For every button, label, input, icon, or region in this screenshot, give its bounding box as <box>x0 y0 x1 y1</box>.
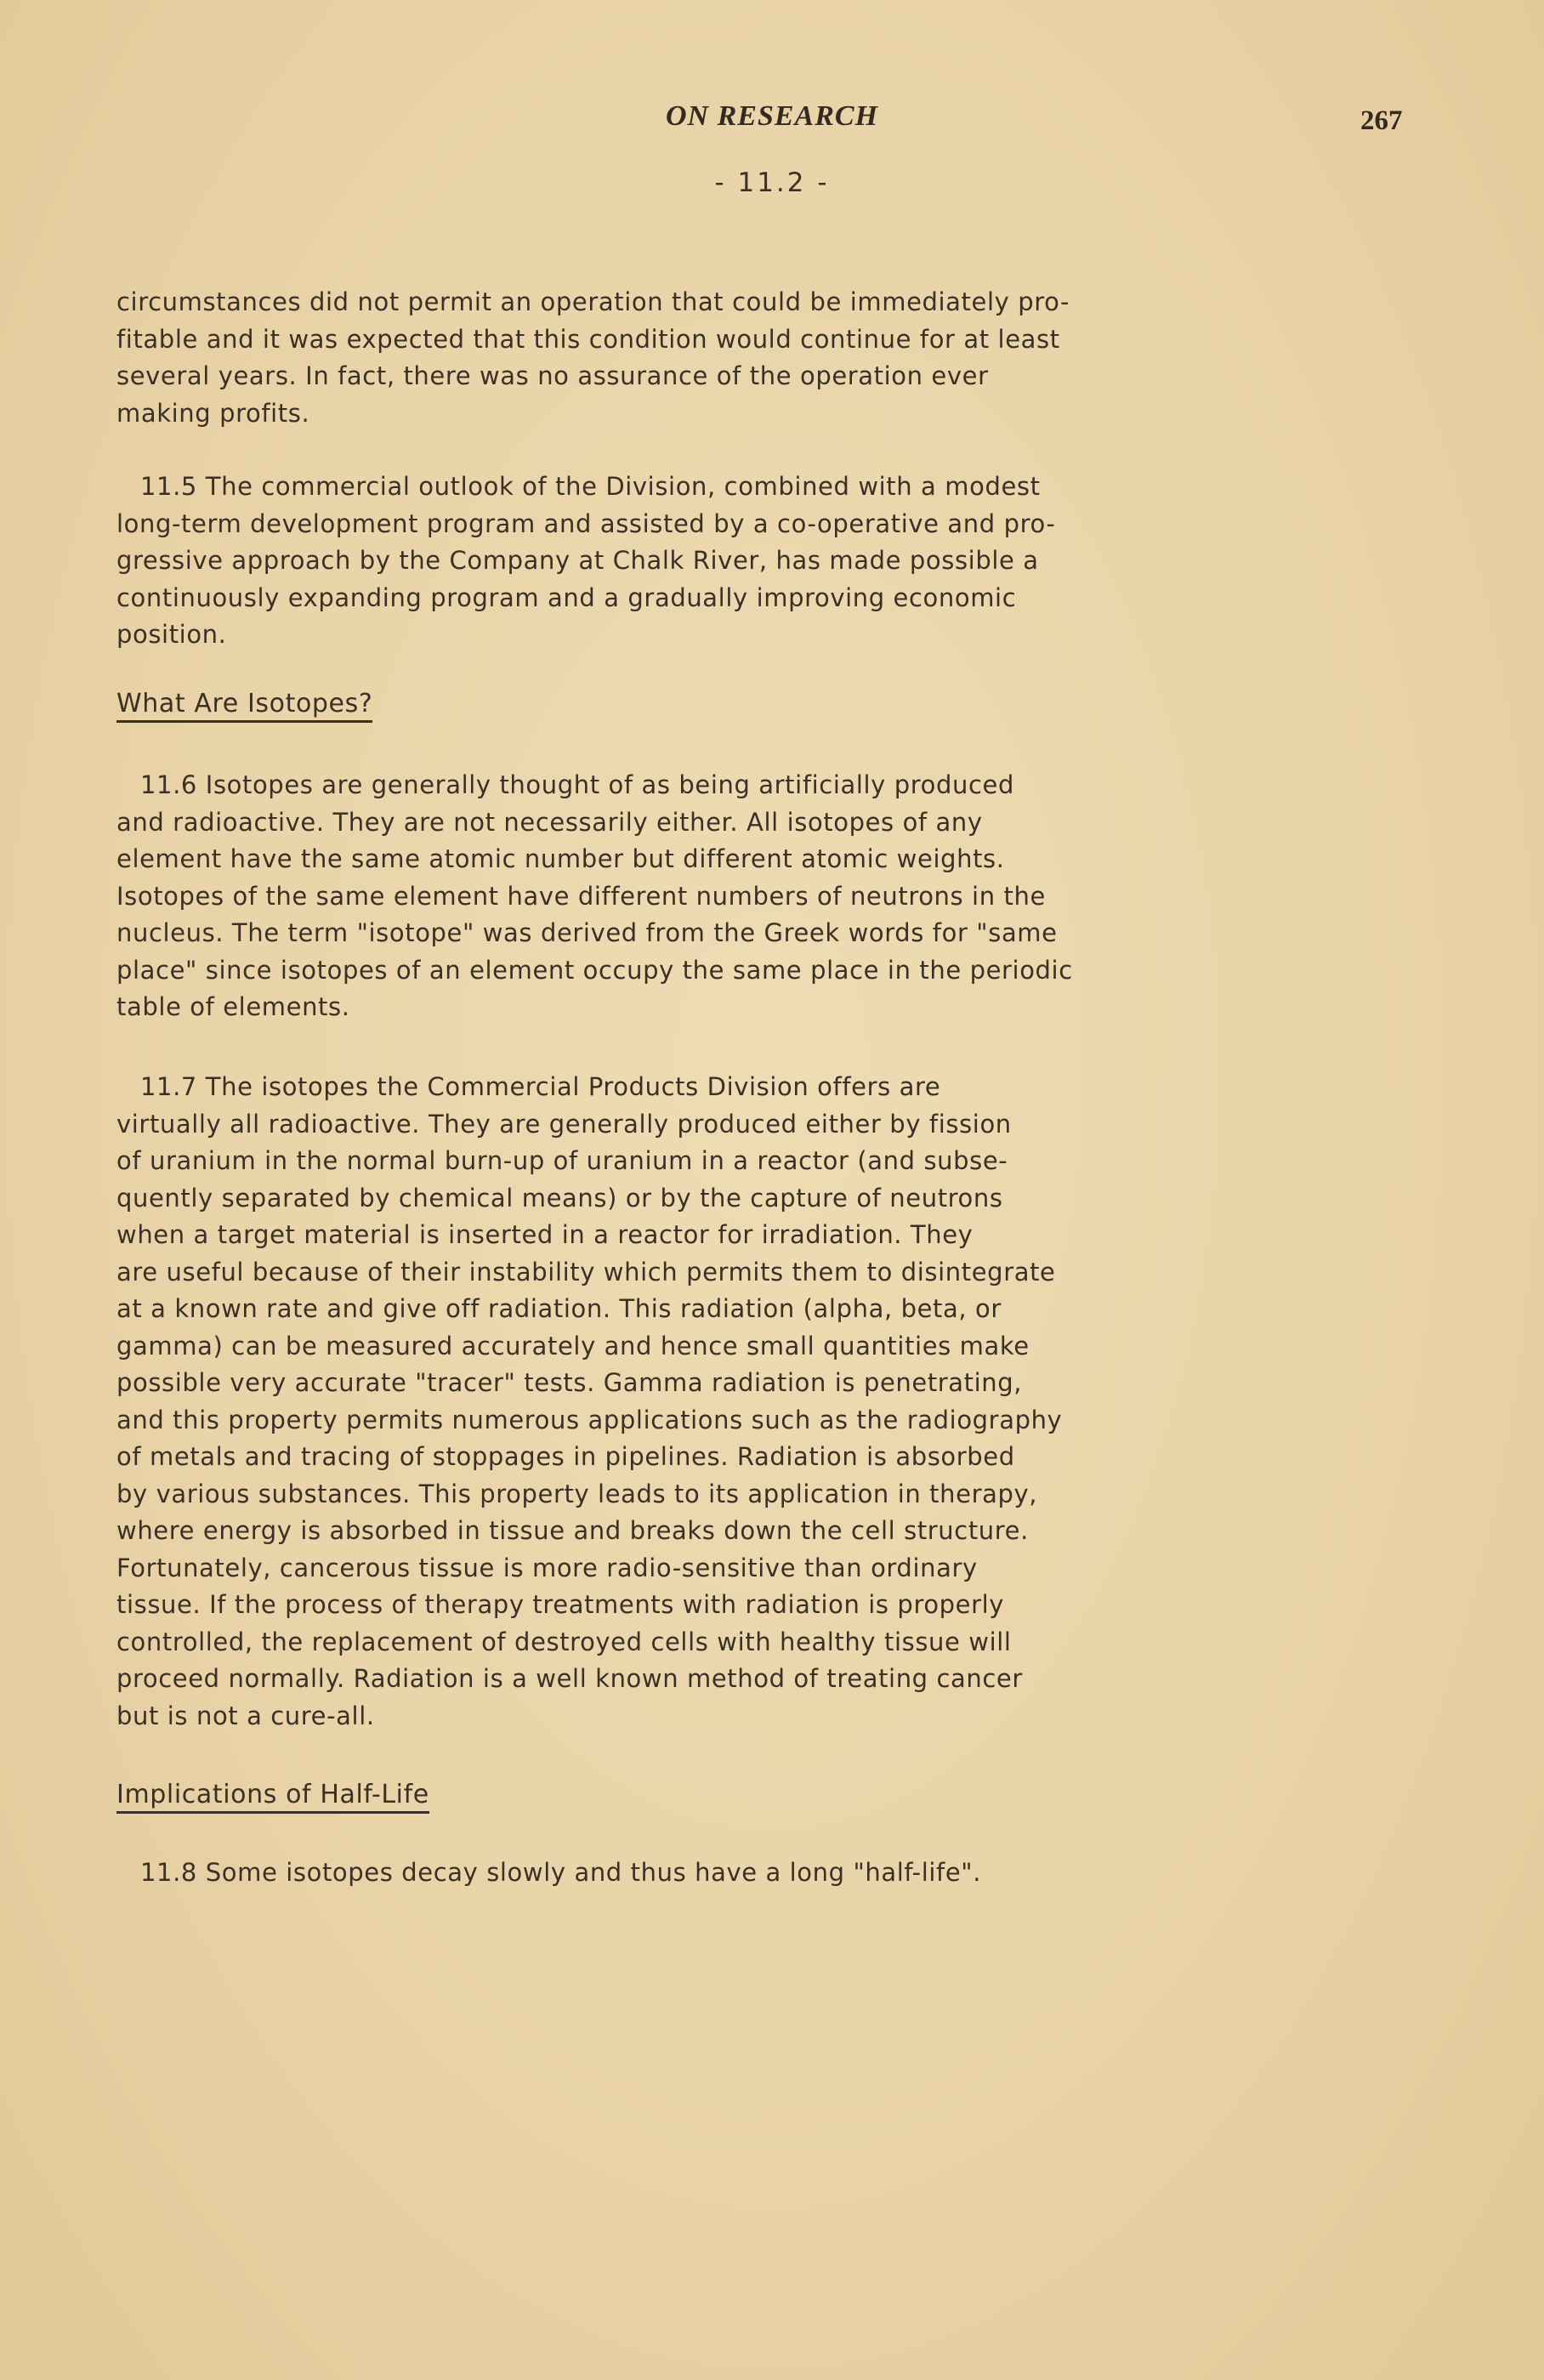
text-line: nucleus. The term "isotope" was derived from the Greek words for "same <box>116 918 1058 947</box>
text-line: quently separated by chemical means) or by the capture of neutrons <box>116 1183 1003 1213</box>
text-line: and this property permits numerous applications such as the radiography <box>116 1405 1063 1434</box>
text-line: of uranium in the normal burn-up of uranium in a reactor (and subse- <box>116 1146 1008 1175</box>
text-line: circumstances did not permit an operation that could be immediately pro- <box>116 287 1070 316</box>
text-line: 11.7 The isotopes the Commercial Products Division offers are <box>140 1072 941 1101</box>
text-line: position. <box>116 620 227 649</box>
text-line: making profits. <box>116 398 310 428</box>
text-line: 11.8 Some isotopes decay slowly and thus have a long "half-life". <box>140 1858 982 1887</box>
text-line: 11.5 The commercial outlook of the Division, combined with a modest <box>140 472 1041 501</box>
text-line: tissue. If the process of therapy treatments with radiation is properly <box>116 1590 1005 1619</box>
text-line: by various substances. This property leads to its application in therapy, <box>116 1479 1038 1508</box>
text-line: fitable and it was expected that this condition would continue for at least <box>116 324 1060 354</box>
text-line: continuously expanding program and a gradually improving economic <box>116 582 1017 612</box>
text-line: and radioactive. They are not necessarily either. All isotopes of any <box>116 807 983 837</box>
section-heading-isotopes: What Are Isotopes? <box>116 689 372 723</box>
text-line: proceed normally. Radiation is a well known method of treating cancer <box>116 1664 1023 1693</box>
paragraph-continuation <box>116 284 1358 432</box>
text-line: 11.6 Isotopes are generally thought of as being artificially produced <box>140 770 1014 799</box>
text-line: Isotopes of the same element have different numbers of neutrons in the <box>116 881 1046 911</box>
section-heading-half-life: Implications of Half-Life <box>116 1780 429 1814</box>
text-line: long-term development program and assisted by a co-operative and pro- <box>116 508 1056 538</box>
text-line: several years. In fact, there was no assurance of the operation ever <box>116 361 989 390</box>
text-line: but is not a cure-all. <box>116 1701 375 1730</box>
text-line: where energy is absorbed in tissue and breaks down the cell structure. <box>116 1516 1029 1545</box>
text-line: are useful because of their instability which permits them to disintegrate <box>116 1257 1056 1287</box>
text-line: virtually all radioactive. They are generally produced either by fission <box>116 1109 1012 1139</box>
text-line: place" since isotopes of an element occupy the same place in the periodic <box>116 955 1073 985</box>
paragraph-11-7 <box>116 1069 1358 1735</box>
text-line: Fortunately, cancerous tissue is more radio-sensitive than ordinary <box>116 1553 978 1582</box>
text-line: of metals and tracing of stoppages in pipelines. Radiation is absorbed <box>116 1442 1015 1471</box>
text-line: element have the same atomic number but different atomic weights. <box>116 844 1005 873</box>
paragraph-11-5 <box>116 469 1358 654</box>
page-number: 267 <box>1360 105 1403 136</box>
paragraph-11-8 <box>116 1855 1358 1892</box>
running-head: ON RESEARCH <box>665 100 879 132</box>
text-line: table of elements. <box>116 992 350 1021</box>
paragraph-11-6 <box>116 767 1358 1026</box>
section-number: - 11.2 - <box>714 168 830 198</box>
text-line: gressive approach by the Company at Chalk River, has made possible a <box>116 546 1039 575</box>
text-line: when a target material is inserted in a reactor for irradiation. They <box>116 1220 974 1249</box>
text-line: possible very accurate "tracer" tests. Gamma radiation is penetrating, <box>116 1368 1023 1397</box>
text-line: controlled, the replacement of destroyed cells with healthy tissue will <box>116 1627 1012 1656</box>
text-line: gamma) can be measured accurately and hence small quantities make <box>116 1331 1030 1360</box>
text-line: at a known rate and give off radiation. This radiation (alpha, beta, or <box>116 1294 1002 1323</box>
